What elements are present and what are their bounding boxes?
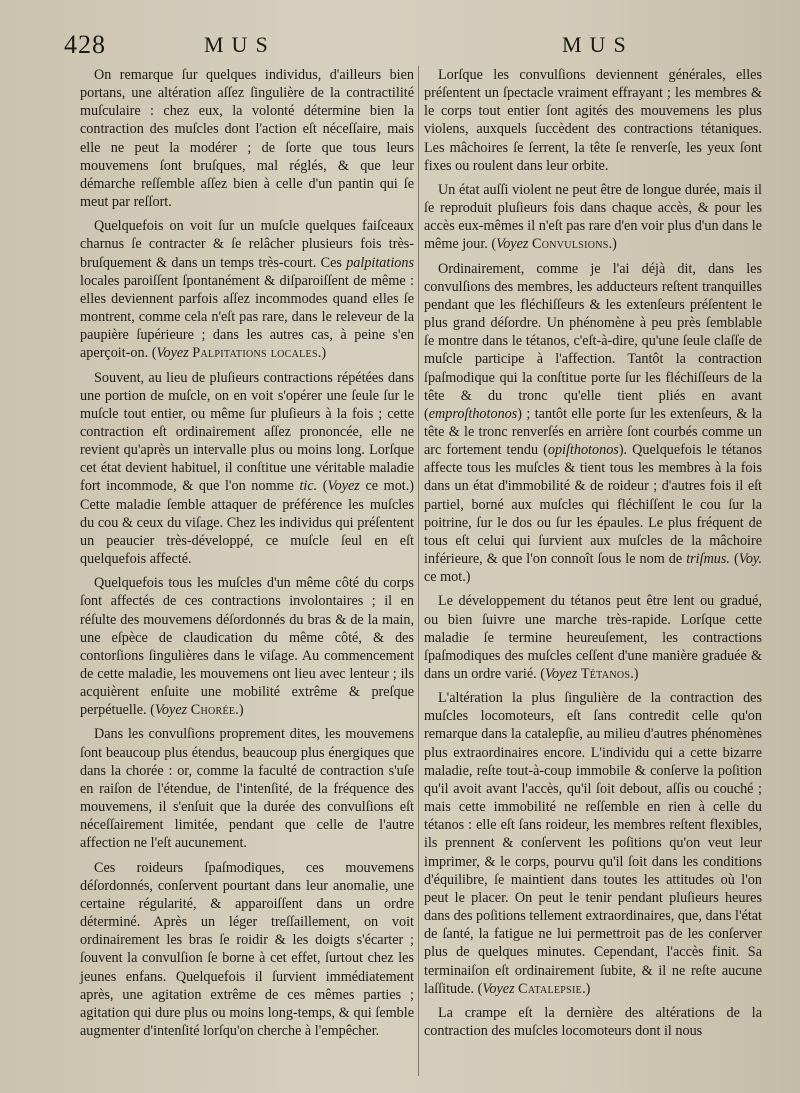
paragraph — [80, 217, 414, 362]
italic-text: triſmus. — [686, 551, 730, 568]
italic-text: Voy. — [738, 551, 762, 568]
paragraph — [80, 859, 414, 1041]
paragraph — [424, 689, 762, 998]
paragraph — [424, 260, 762, 587]
text-run: ce mot.) Cette maladie ſemble attaquer de préférence les muſcles du cou & ceux du viſage. Chez les individus qui préſentent un peaucier très-développé, ce muſcle ſeul en eſt quelquefois affecté. — [80, 478, 415, 568]
text-run: .) — [630, 666, 639, 682]
italic-text: emproſthotonos — [428, 405, 518, 422]
text-run: .) — [317, 345, 327, 362]
small-caps-text: Chorée — [190, 702, 236, 719]
small-caps-text: Catalepsie — [518, 980, 583, 997]
text-run: .) — [235, 702, 244, 719]
text-run: Quelquefois tous les muſcles d'un même côté du corps ſont affectés de ces contractions involontaires ; il en réſulte des mouvemens déſordonnés du bras & de la main, une eſpèce de claudication du même côté, & des contorſions ſingulières dans le viſage. Au commencement de cette maladie, les mouvemens ont lieu avec lenteur ; ils acquièrent enſuite une mobilité extrême & preſque perpétuelle. ( — [80, 575, 414, 719]
paragraph — [424, 181, 762, 254]
text-run: Ces roideurs ſpaſmodiques, ces mouvemens déſordonnés, conſervent pourtant dans leur anomalie, une certaine régularité, & apparoiſſent dans un ordre déterminé. Après un léger treſſaillement, on voit ordinairement les bras ſe roidir & les doigts s'écarter ; ſouvent la convulſion ſe borne à cet effet, ſurtout chez les jeunes enfans. Quelquefois il ſurvient immédiatement après, une agitation extrême de ces mêmes parties ; agitation qui dure plus ou moins long-temps, & qui ſemble augmenter d'intenſité lorſqu'on cherche à l'empêcher. — [80, 859, 414, 1039]
left-column — [80, 66, 414, 1046]
italic-text: Voyez — [154, 702, 188, 719]
small-caps-text: Palpitations locales — [192, 345, 318, 362]
paragraph — [80, 66, 414, 211]
text-run: ). Quelquefois le tétanos affecte tous les muſcles & tient tous les membres à la fois dans un état d'immobilité & de roideur ; d'autres fois il eſt partiel, borné aux muſcles qui fléchiſſent le cou ſur la poitrine, ſur le dos ou ſur les épaules. Le plus fréquent de tous eſt celui qui ſurvient aux muſcles de la mâchoire inférieure, & que l'on connoît ſous le nom de — [424, 442, 762, 568]
text-run: Dans les convulſions proprement dites, les mouvemens ſont beaucoup plus étendus, beaucoup plus énergiques que dans la chorée : or, comme la faculté de contraction s'uſe en raiſon de l'étendue, de l'intenſité, de la fréquence des mouvemens, il s'enſuit que la durée des convulſions eſt néceſſairement limitée, pendant que celle de l'autre affection ne l'eſt aucunement. — [80, 726, 414, 852]
text-run: .) — [608, 236, 617, 253]
paragraph — [80, 574, 414, 719]
text-run: Le développement du tétanos peut être lent ou gradué, ou bien ſuivre une marche très-rapide. Lorſque cette maladie ſe termine heureuſement, les contractions ſpaſmodiques des muſcles ceſſent d'une manière graduée & dans un ordre varié. ( — [424, 593, 762, 682]
text-run: Quelquefois on voit ſur un muſcle quelques faiſceaux charnus ſe contracter & ſe relâcher plusieurs fois très-bruſquement & dans un temps très-court. Ces — [80, 218, 414, 271]
italic-text: palpitations — [346, 254, 414, 271]
small-caps-text: Tétanos — [580, 666, 631, 682]
text-run: ( — [729, 551, 739, 568]
italic-text: opiſthotonos — [547, 442, 619, 459]
text-run: Souvent, au lieu de pluſieurs contractions répétées dans une portion de muſcle, on en voit s'opérer une ſeule ſur le muſcle tout entier, ou même ſur pluſieurs à la fois ; cette contraction eſt ordinairement aſſez prononcée, elle ne revient qu'après un intervalle plus ou moins long. Lorſque cet état devient habituel, il conſtitue une véritable maladie fort incommode, & que l'on nomme — [80, 369, 414, 495]
small-caps-text: Convulsions — [531, 236, 609, 253]
text-run: ( — [317, 478, 328, 495]
italic-text: Voyez — [327, 478, 360, 495]
paragraph — [80, 369, 414, 569]
running-head-left: MUS — [204, 32, 276, 57]
paragraph — [80, 725, 414, 852]
column-divider — [418, 66, 419, 1076]
text-run: On remarque ſur quelques individus, d'ailleurs bien portans, une altération aſſez ſingulière de la contractilité muſculaire : chez eux, la volonté détermine bien la contraction des muſcles dont l'action eſt néceſſaire, mais elle ne peut la modérer ; de ſorte que tous leurs mouvemens ſont bruſques, mal réglés, & que leur démarche reſſemble aſſez bien à celle d'un pantin qui ſe meut par reſſort. — [80, 67, 414, 211]
text-run: ) ; tantôt elle porte ſur les extenſeurs, & la tête & le tronc renverſés en arrière ſont courbés comme un arc fortement tendu ( — [424, 405, 762, 459]
running-head-right: MUS — [562, 32, 634, 57]
page-header — [64, 30, 640, 62]
text-run: .) — [582, 980, 591, 997]
paragraph — [424, 592, 762, 683]
italic-text: Voyez — [544, 666, 578, 682]
page-number: 428 — [64, 30, 106, 59]
italic-text: Voyez — [156, 345, 189, 362]
text-run: Un état auſſi violent ne peut être de longue durée, mais il ſe reproduit pluſieurs fois dans chaque accès, & pour les accès eux-mêmes il n'eſt pas rare d'en voir plus d'un dans le même jour. ( — [424, 181, 762, 253]
italic-text: Voyez — [482, 980, 515, 997]
text-run: Ordinairement, comme je l'ai déjà dit, dans les convulſions des membres, les adducteurs reſtent tranquilles pendant que les fléchiſſeurs & les extenſeurs préſentent le plus grand déſordre. Un phénomène à peu près ſemblable ſe montre dans le tétanos, c'eſt-à-dire, qu'une ſeule claſſe de muſcle participe à l'affection. Tantôt la contraction ſpaſmodique qui la conſtitue porte ſur les fléchiſſeurs de la tête & du tronc qu'elle tient pliés en avant ( — [424, 260, 762, 422]
right-column — [424, 66, 762, 1046]
text-run: Lorſque les convulſions deviennent générales, elles préſentent un ſpectacle vraiment effrayant ; les membres & le corps tout entier ſont agités des mouvemens les plus violens, auxquels ſuccèdent des contractions tétaniques. Les mâchoires ſe ſerrent, la tête ſe renverſe, les yeux ſont fixes ou roulent dans leur orbite. — [424, 67, 762, 174]
paragraph — [424, 66, 762, 175]
text-run: ce mot.) — [424, 569, 471, 586]
paragraph — [424, 1004, 762, 1040]
text-run: L'altération la plus ſingulière de la contraction des muſcles locomoteurs, eſt ſans contredit celle qu'on remarque dans la catalepſie, au milieu d'autres phénomènes plus extraordinaires encore. L'individu qui a cette bizarre maladie, reſte tout-à-coup immobile & conſerve la poſition qu'il avoit avant l'accès, qu'il ſoit debout, aſſis ou couché ; mais cette immobilité ne reſſemble en rien à celle du tétanos : elle eſt ſans roideur, les membres reſtent flexibles, ils prennent & conſervent les poſitions qu'on veut leur imprimer, & le corps, pourvu qu'il ſoit dans les conditions d'équilibre, ſe maintient dans toutes les attitudes où l'on peut le placer. On peut le tenir pendant pluſieurs heures dans des poſitions tellement extraordinaires, que, dans l'état de ſanté, la fatigue ne lui permettroit pas de les conſerver plus de quelques minutes. Cependant, l'accès finit. Sa terminaiſon eſt ordinairement ſubite, & il ne reſte aucune laſſitude. ( — [424, 690, 762, 997]
text-run: locales paroiſſent ſpontanément & diſparoiſſent de même : elles deviennent parfois aſſez incommodes quand elles ſe montrent, comme cela n'eſt pas rare, dans le releveur de la paupière ſupérieure ; dans les autres cas, à peine s'en aperçoit-on. ( — [80, 272, 414, 362]
italic-text: Voyez — [496, 236, 529, 253]
italic-text: tic. — [299, 478, 318, 495]
text-run: La crampe eſt la dernière des altérations de la contraction des muſcles locomoteurs dont il nous — [424, 1004, 762, 1039]
